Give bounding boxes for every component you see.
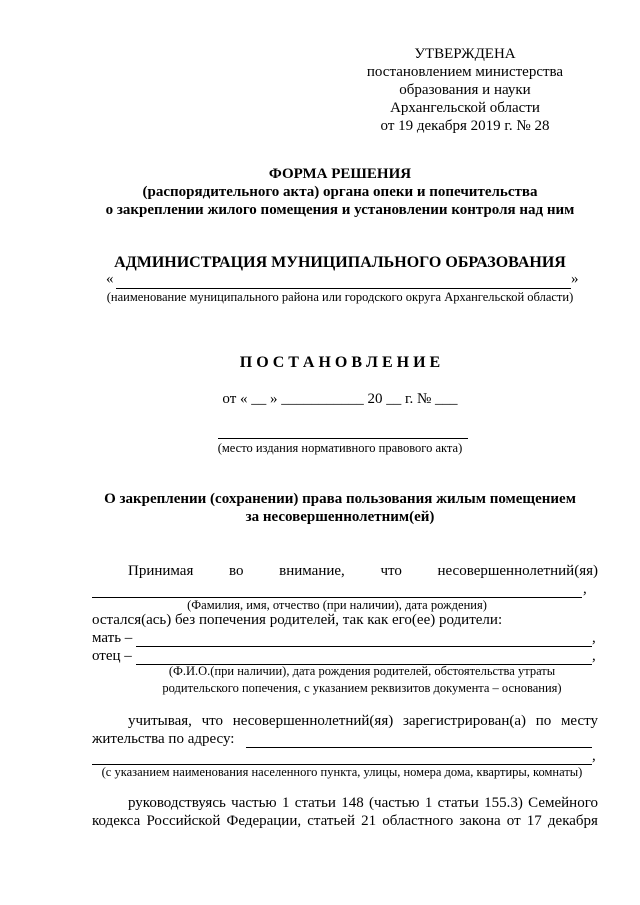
approval-line-4: Архангельской области [390, 100, 540, 116]
place-hint: (место издания нормативного правового акта) [217, 441, 463, 455]
para3-word: 1 [424, 795, 433, 811]
administration-title: АДМИНИСТРАЦИЯ МУНИЦИПАЛЬНОГО ОБРАЗОВАНИЯ [114, 254, 566, 271]
para1-word: несовершеннолетний(яя) [437, 563, 598, 579]
para2-word: что [201, 713, 224, 729]
approval-line-2: постановлением министерства [366, 64, 564, 80]
para1-first-line [128, 563, 598, 580]
parents-hint-1: (Ф.И.О.(при наличии), дата рождения родителей, обстоятельства утраты [168, 664, 556, 678]
para3-word: закона [459, 813, 501, 829]
para3-word: статьи [294, 795, 336, 811]
para3-word: (частью [369, 795, 420, 811]
approval-line-3: образования и науки [399, 82, 531, 98]
para1-word: внимание, [279, 563, 345, 579]
subject-line-2: за несовершеннолетним(ей) [245, 509, 435, 525]
para3-first-line [128, 795, 598, 812]
para2-word: месту [560, 713, 598, 729]
parents-hint-2: родительского попечения, с указанием реквизитов документа – основания) [162, 681, 562, 695]
para1-line-3: остался(ась) без попечения родителей, так как его(ее) родители: [92, 612, 503, 628]
para3-word: 148 [341, 795, 364, 811]
address-comma: , [592, 748, 596, 764]
subject-line-1: О закреплении (сохранении) права пользования жилым помещением [104, 491, 576, 507]
para3-word: декабря [547, 813, 598, 829]
admin-name-field[interactable] [116, 288, 571, 289]
para3-word: статьей [307, 813, 355, 829]
para3-word: статьи [437, 795, 479, 811]
father-label: отец – [92, 648, 132, 664]
para3-word: 1 [281, 795, 290, 811]
para3-word: Семейного [528, 795, 598, 811]
mother-comma: , [592, 630, 596, 646]
para2-word: по [535, 713, 552, 729]
para1-word: Принимая [128, 563, 194, 579]
para2-word: зарегистрирован(а) [402, 713, 526, 729]
approval-title: УТВЕРЖДЕНА [414, 46, 516, 62]
admin-name-hint: (наименование муниципального района или городского округа Архангельской области) [106, 290, 574, 304]
form-subtitle-2: о закреплении жилого помещения и установлении контроля над ним [105, 202, 575, 218]
child-fio-comma: , [583, 581, 587, 597]
para3-second-line [92, 813, 598, 830]
para3-word: Федерации, [226, 813, 302, 829]
decree-date-line: от « __ » ___________ 20 __ г. № ___ [222, 391, 458, 407]
decree-title: П О С Т А Н О В Л Е Н И Е [239, 354, 441, 371]
mother-label: мать – [92, 630, 133, 646]
para3-word: руководствуясь [128, 795, 226, 811]
mother-field[interactable] [136, 646, 592, 647]
para1-word: во [229, 563, 244, 579]
para3-word: кодекса [92, 813, 141, 829]
father-comma: , [592, 648, 596, 664]
address-field-1[interactable] [246, 747, 592, 748]
para1-word: что [380, 563, 402, 579]
para3-word: 17 [526, 813, 542, 829]
para2-word: несовершеннолетний(яя) [232, 713, 394, 729]
admin-open-quote: « [106, 271, 114, 287]
place-field[interactable] [218, 438, 468, 439]
form-title: ФОРМА РЕШЕНИЯ [268, 166, 412, 182]
form-subtitle-1: (распорядительного акта) органа опеки и попечительства [142, 184, 538, 200]
address-hint: (с указанием наименования населенного пункта, улицы, номера дома, квартиры, комнаты) [101, 765, 583, 779]
para3-word: Российской [146, 813, 221, 829]
para3-word: областного [382, 813, 454, 829]
para2-line-2: жительства по адресу: [92, 731, 235, 747]
para3-word: от [506, 813, 521, 829]
child-fio-hint: (Фамилия, имя, отчество (при наличии), дата рождения) [187, 598, 487, 612]
para3-word: 21 [361, 813, 377, 829]
para2-word: учитывая, [128, 713, 192, 729]
admin-close-quote: » [571, 271, 579, 287]
para3-word: 155.3) [484, 795, 523, 811]
approval-date: от 19 декабря 2019 г. № 28 [380, 118, 550, 134]
para3-word: частью [231, 795, 277, 811]
para2-first-line [128, 713, 598, 730]
